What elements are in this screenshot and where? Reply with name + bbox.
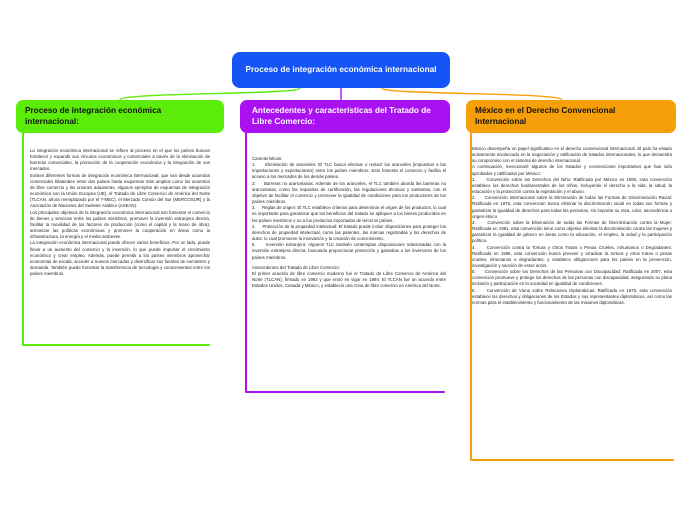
branch-underline-orange bbox=[470, 459, 674, 461]
branch-paragraph: El primer acuerdo de libre comercio moderno fue el Tratado de Libre Comercio de América del Norte (TLCAN), firmado en 1992 y que entró en vigor en 1994. El TLCAN fue un acuerdo entre Estados Unidos, Canadá y México, y estableció una zona de libre comercio en América del Norte. bbox=[252, 270, 446, 289]
branch-paragraph: 2. Convención Internacional sobre la Eliminación de todas las Formas de Discriminación Racial: Ratificada en 1975, esta convención busca eliminar la discriminación racial en todas sus formas y garantizar la igualdad de derechos para todas las personas, sin importar su raza, color, ascendencia u origen étnico. bbox=[472, 195, 672, 219]
branch-body-green bbox=[30, 148, 210, 277]
branch-paragraph: 2. Barreras no arancelarias: Además de los aranceles, el TLC también aborda las barreras no arancelarias, como los requisitos de certificación, las regulaciones técnicas y sanitarias, con el objetivo de facilitar el comercio y promover la igualdad de condiciones para los productores de los países miembros. bbox=[252, 180, 446, 205]
branch-header-orange[interactable] bbox=[466, 100, 676, 133]
root-node-title: Proceso de integración económica internacional bbox=[245, 64, 437, 74]
branch-paragraph: A continuación, mencionaré algunos de los tratados y convenciones importantes que han sido aprobados y ratificados por México: bbox=[472, 164, 672, 176]
connector-root-to-green bbox=[120, 88, 300, 100]
branch-header-green-title: Proceso de integración económica internacional: bbox=[25, 106, 162, 126]
branch-paragraph: 1. Eliminación de aranceles: El TLC busca eliminar o reducir los aranceles (impuestos a las importaciones y exportaciones) entre los países miembros. Esto fomenta el comercio y facilita el acceso a los mercados de los demás países. bbox=[252, 162, 446, 180]
branch-underline-purple bbox=[245, 391, 445, 393]
branch-paragraph: México desempeña un papel significativo en el derecho convencional internacional. El país ha estado activamente involucrado en la negociación y ratificación de tratados internacionales, lo que demuestra su compromiso con el sistema de derecho internacional. bbox=[472, 146, 672, 164]
branch-header-purple[interactable] bbox=[240, 100, 450, 133]
branch-paragraph: 3. Convención sobre la Eliminación de todas las Formas de Discriminación contra la Mujer: Ratificada en 1981, esta convención tiene como objetivo eliminar la discriminación contra las mujeres y garantizar la igualdad de género en áreas como la educación, el empleo, la salud y la participación política. bbox=[472, 219, 672, 244]
branch-paragraph: 4. Convención contra la Tortura y Otros Tratos o Penas Crueles, Inhumanos o Degradantes: Ratificada en 1986, esta convención busca prevenir y erradicar la tortura y otros tratos o penas crueles, inhumanos o degradantes, y establece obligaciones para los países en la prevención, investigación y sanción de estos actos. bbox=[472, 244, 672, 268]
branch-paragraph: 6. Convención de Viena sobre Relaciones Diplomáticas: Ratificada en 1975, esta convención establece los derechos y obligaciones de los Estados y sus representantes diplomáticos, así como las normas para el establecimiento y funcionamiento de las misiones diplomáticas. bbox=[472, 287, 672, 305]
branch-paragraph: Características: bbox=[252, 156, 283, 161]
branch-paragraph: 4. Protección de la propiedad intelectual: El tratado puede incluir disposiciones para proteger los derechos de propiedad intelectual, como las patentes, las marcas registradas y los derechos de autor, lo cual promueve la innovación y la creación de conocimiento. bbox=[252, 223, 446, 242]
branch-body-purple bbox=[252, 152, 446, 289]
branch-paragraph: 1. Convención sobre los Derechos del Niño: Ratificada por México en 1990, esta convención establece los derechos fundamentales de los niños, incluyendo el derecho a la vida, la salud, la educación y la protección contra la explotación y el abuso. bbox=[472, 176, 672, 195]
branch-paragraph: Los principales objetivos de la integración económica internacional son fomentar el comercio de bienes y servicios entre los países miembros, promover la inversión extranjera directa, facilitar la movilidad de los factores de producción (como el capital y la mano de obra), armonizar las políticas económicas y promover la cooperación en áreas como la infraestructura, la energía y el medio ambiente. bbox=[30, 209, 210, 240]
branch-body-orange bbox=[472, 146, 672, 306]
connector-root-to-orange bbox=[382, 88, 562, 100]
branch-paragraph: 5. Convención sobre los Derechos de las Personas con Discapacidad: Ratificada en 2007, esta convención promueve y protege los derechos de las personas con discapacidad, asegurando su plena inclusión y participación en la sociedad en igualdad de condiciones. bbox=[472, 269, 672, 287]
branch-paragraph: 5. Inversión extranjera: Algunos TLC también contemplan disposiciones relacionadas con la inversión extranjera directa, buscando proporcionar protección y garantías a los inversores de los países miembros. bbox=[252, 242, 446, 260]
branch-rail-green bbox=[22, 130, 24, 345]
branch-paragraph: La integración económica internacional puede ofrecer varios beneficios. Por un lado, puede llevar a un aumento del comercio y la inversión, lo que puede impulsar el crecimiento económico y crear empleo. Además, puede permitir a los países miembros aprovechar economías de escala, acceder a nuevos mercados y diversificar sus fuentes de suministro y demanda. También puede fomentar la transferencia de tecnología y conocimientos entre los países miembros. bbox=[30, 240, 210, 277]
branch-underline-green bbox=[22, 344, 210, 346]
root-node[interactable] bbox=[232, 52, 450, 88]
branch-paragraph: Existen diferentes formas de integración económica internacional, que van desde acuerdos comerciales bilaterales entre dos países hasta esquemas más amplios como los acuerdos de libre comercio y las uniones aduaneras. Algunos ejemplos de esquemas de integración económica son la Unión Europea (UE), el Tratado de Libre Comercio de América del Norte (TLCAN, ahora reemplazado por el T-MEC), el Mercado Común del Sur (MERCOSUR) y la Asociación de Naciones del Sudeste Asiático (ASEAN). bbox=[30, 172, 210, 209]
branch-paragraph: 3. Reglas de origen: El TLC establece criterios para determinar el origen de los productos, lo cual es importante para garantizar que los beneficios del tratado se apliquen a los bienes producidos en los países miembros y no a los productos importados de terceros países. bbox=[252, 205, 446, 223]
branch-rail-purple bbox=[245, 130, 247, 392]
branch-paragraph: La integración económica internacional se refiere al proceso en el que los países buscan fortalecer y expandir sus vínculos económicos y comerciales a través de la eliminación de barreras comerciales, la promoción de la cooperación económica y la integración de sus mercados. bbox=[30, 148, 210, 172]
branch-header-orange-title: México en el Derecho Convencional Internacional bbox=[475, 106, 616, 126]
branch-header-green[interactable] bbox=[16, 100, 224, 133]
branch-paragraph: Antecedentes del Tratado de Libre Comercio: bbox=[252, 264, 340, 270]
branch-header-purple-title: Antecedentes y características del Tratado de Libre Comercio: bbox=[252, 106, 431, 126]
